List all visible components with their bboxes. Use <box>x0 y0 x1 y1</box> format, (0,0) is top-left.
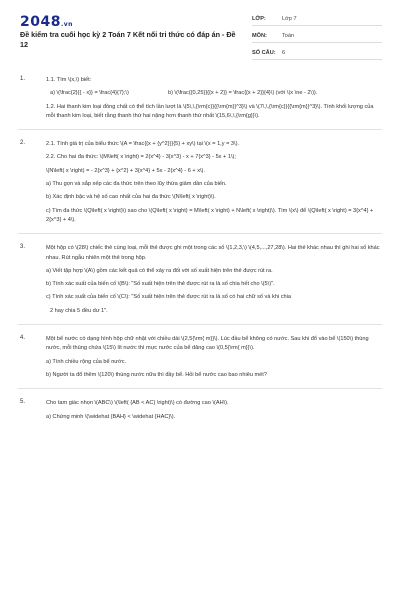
question-number: 5. <box>20 399 26 406</box>
question-text: Một hộp có \(28\) chiếc thẻ cùng loại, mỗi thẻ được ghi một trong các số \(1,2,3,\) \(4,5,...,27,28\). Hai thẻ khác nhau thì ghi hai số khác nhau. Rút ngẫu nhiên một thẻ trong hộp. <box>46 245 380 261</box>
document-title: Đề kiểm tra cuối học kỳ 2 Toán 7 Kết nối tri thức có đáp án - Đề 12 <box>20 30 236 49</box>
question-text: a) Chứng minh \(\widehat {BAH} < \widehat {HAC}\). <box>46 413 176 420</box>
question-number: 2. <box>20 140 26 147</box>
header <box>0 0 400 60</box>
question-text: 2 hay chia 5 đều dư 1". <box>50 307 108 314</box>
question-number: 1. <box>20 76 26 82</box>
question-2 <box>0 140 400 225</box>
meta-row-count <box>252 46 382 60</box>
question-text: a) \(\frac{2}{{ - x}} = \frac{4}{7};\) <box>50 90 129 97</box>
question-number: 3. <box>20 244 26 251</box>
question-text: b) Người ta đổ thêm \(120\) thùng nước nữa thì đầy bể. Hỏi bể nước cao bao nhiêu mét? <box>46 371 267 378</box>
logo-suffix: .vn <box>60 21 73 28</box>
question-list <box>0 76 400 430</box>
question-text: b) Tính xác suất của biến cố \(B\): "Số xuất hiện trên thẻ được rút ra là số chia hết cho \(5\)". <box>46 281 275 288</box>
logo-text: 2048 <box>20 14 61 30</box>
question-text: 1.2. Hai thanh kim loại đồng chất có thể tích lần lượt là \(5\,\,{\rm{c}}{{\rm{m}}^3}\) và \(7\,\,{\rm{c}}{{\rm{m}}^3}\). Tính khối lượng của mỗi thanh kim loại, biết rằng thanh thứ hai nặng hơn thanh thứ nhất \(15,6\,\,{\rm{g}}\). <box>46 103 374 119</box>
question-text: Một bể nước có dạng hình hộp chữ nhật với chiều dài \(2,5{\rm{ m}}\). Lúc đầu bể không có nước. Sau khi đổ vào bể \(150\) thùng nước, mỗi thùng chứa \(15\) lít nước thì mực nước của bể dâng cao \(0,5{\rm{ m}}\). <box>46 336 369 352</box>
question-text: a) Viết tập hợp \(A\) gồm các kết quả có thể xảy ra đối với số xuất hiện trên thẻ được rút ra. <box>46 267 273 274</box>
question-text: b) Xác định bậc và hệ số cao nhất của hai đa thức \(N\left( x \right)\). <box>46 194 216 201</box>
question-text: \(N\left( x \right) = - 2{x^3} + {x^2} + 3{x^4} + 5x - 2{x^4} - 6 + x\). <box>46 167 205 174</box>
meta-label: LỚP: <box>252 15 266 22</box>
question-text: 2.2. Cho hai đa thức: \(M\left( x \right) = 2{x^4} - 3{x^3} - x + 7{x^3} - 5x + 1\); <box>46 154 236 161</box>
question-5 <box>0 399 400 422</box>
question-3 <box>0 244 400 316</box>
question-text: 1.1. Tìm \(x,\) biết: <box>46 77 92 83</box>
question-text: a) Tính chiều rộng của bể nước. <box>46 358 127 365</box>
meta-row-subject <box>252 29 382 43</box>
divider <box>18 388 382 389</box>
meta-label: MÔN: <box>252 32 267 39</box>
meta-label: SỐ CÂU: <box>252 49 276 56</box>
question-number: 4. <box>20 335 26 342</box>
meta-value: Lớp 7 <box>282 15 297 22</box>
meta-value: Toán <box>282 32 295 39</box>
question-text: a) Thu gọn và sắp xếp các đa thức trên theo lũy thừa giảm dần của biến. <box>46 181 227 188</box>
meta-value: 6 <box>282 49 286 56</box>
question-text: Cho tam giác nhọn \(ABC\) \(\left( {AB < AC} \right)\) có đường cao \(AH\). <box>46 400 229 407</box>
question-text: 2.1. Tính giá trị của biểu thức \(A = \frac{{x + {y^2}}}{5} + xy\) tại \(x = 1,y = 3\). <box>46 141 239 148</box>
question-text: b) \(\frac{{0,25}}{{x + 2}} = \frac{{x + 2}}{4}\) (với \(x \ne - 2\)). <box>168 90 318 97</box>
question-text: c) Tìm đa thức \(Q\left( x \right)\) sao cho \(Q\left( x \right) = M\left( x \right) + N\left( x \right)\). Tìm \(x\) để \(Q\left( x \right) = 3{x^4} + 2{x^3} + 4\). <box>46 207 374 223</box>
answer-options <box>46 89 382 102</box>
divider <box>18 324 382 325</box>
divider <box>18 233 382 234</box>
question-1 <box>0 76 400 121</box>
question-4 <box>0 335 400 380</box>
meta-panel <box>252 12 382 63</box>
question-text: c) Tính xác suất của biến cố \(C\): "Số xuất hiện trên thẻ được rút ra là số có hai chữ số và khi chia <box>46 294 291 301</box>
meta-row-class <box>252 12 382 26</box>
divider <box>18 129 382 130</box>
site-logo[interactable] <box>20 14 73 30</box>
